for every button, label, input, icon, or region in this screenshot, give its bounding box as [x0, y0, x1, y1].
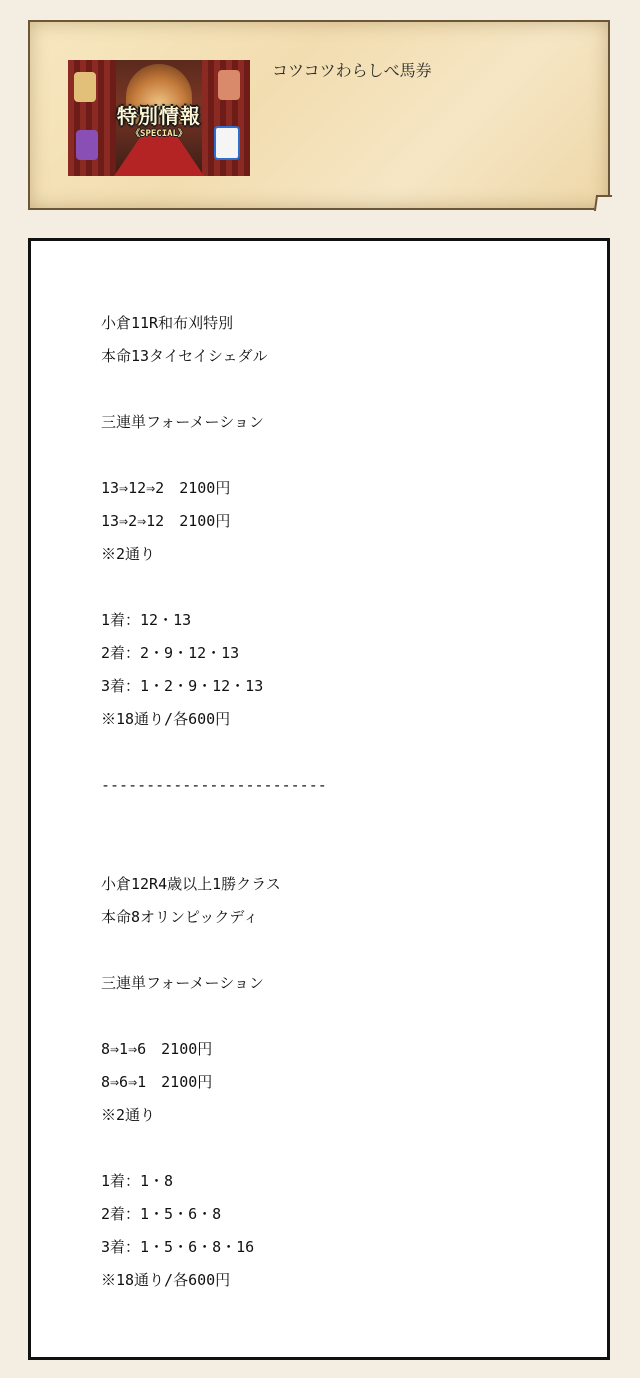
banner-title: 特別情報	[117, 104, 201, 128]
text-line: 8⇒6⇒1 2100円	[101, 1073, 213, 1091]
text-line: 2着：2・9・12・13	[101, 644, 240, 662]
author-card	[28, 20, 610, 210]
text-line: 1着：12・13	[101, 611, 192, 629]
blank-line	[101, 835, 327, 868]
blank-line	[101, 1132, 327, 1165]
pixel-character-icon	[218, 70, 240, 100]
text-line: 8⇒1⇒6 2100円	[101, 1040, 213, 1058]
red-carpet	[114, 136, 204, 176]
text-line: 三連単フォーメーション	[101, 413, 264, 431]
special-info-banner-image[interactable]	[68, 60, 250, 176]
blank-line	[101, 1000, 327, 1033]
prediction-content-box	[28, 238, 610, 1360]
banner-subtitle: 《SPECIAL》	[131, 129, 187, 139]
blank-line	[101, 439, 327, 472]
blank-line	[101, 802, 327, 835]
text-line: 小倉11R和布刈特別	[101, 314, 234, 332]
text-line: 本命13タイセイシェダル	[101, 347, 268, 365]
text-line: 3着：1・5・6・8・16	[101, 1238, 255, 1256]
text-line: ※18通り/各600円	[101, 1271, 231, 1289]
text-line: 3着：1・2・9・12・13	[101, 677, 264, 695]
paper-corner	[594, 195, 612, 211]
text-line: 13⇒2⇒12 2100円	[101, 512, 231, 530]
text-line: -------------------------	[101, 776, 327, 794]
text-line: 1着：1・8	[101, 1172, 174, 1190]
blank-line	[101, 934, 327, 967]
text-line: 2着：1・5・6・8	[101, 1205, 222, 1223]
pixel-character-icon	[74, 72, 96, 102]
prediction-lines	[101, 307, 327, 1297]
text-line: 小倉12R4歳以上1勝クラス	[101, 875, 281, 893]
text-line: ※2通り	[101, 1106, 156, 1124]
text-line: ※2通り	[101, 545, 156, 563]
blank-line	[101, 571, 327, 604]
author-name: コツコツわらしべ馬券	[272, 61, 432, 80]
text-line: 三連単フォーメーション	[101, 974, 264, 992]
blank-line	[101, 373, 327, 406]
text-line: ※18通り/各600円	[101, 710, 231, 728]
text-line: 13⇒12⇒2 2100円	[101, 479, 231, 497]
blank-line	[101, 736, 327, 769]
text-line: 本命8オリンピックディ	[101, 908, 259, 926]
